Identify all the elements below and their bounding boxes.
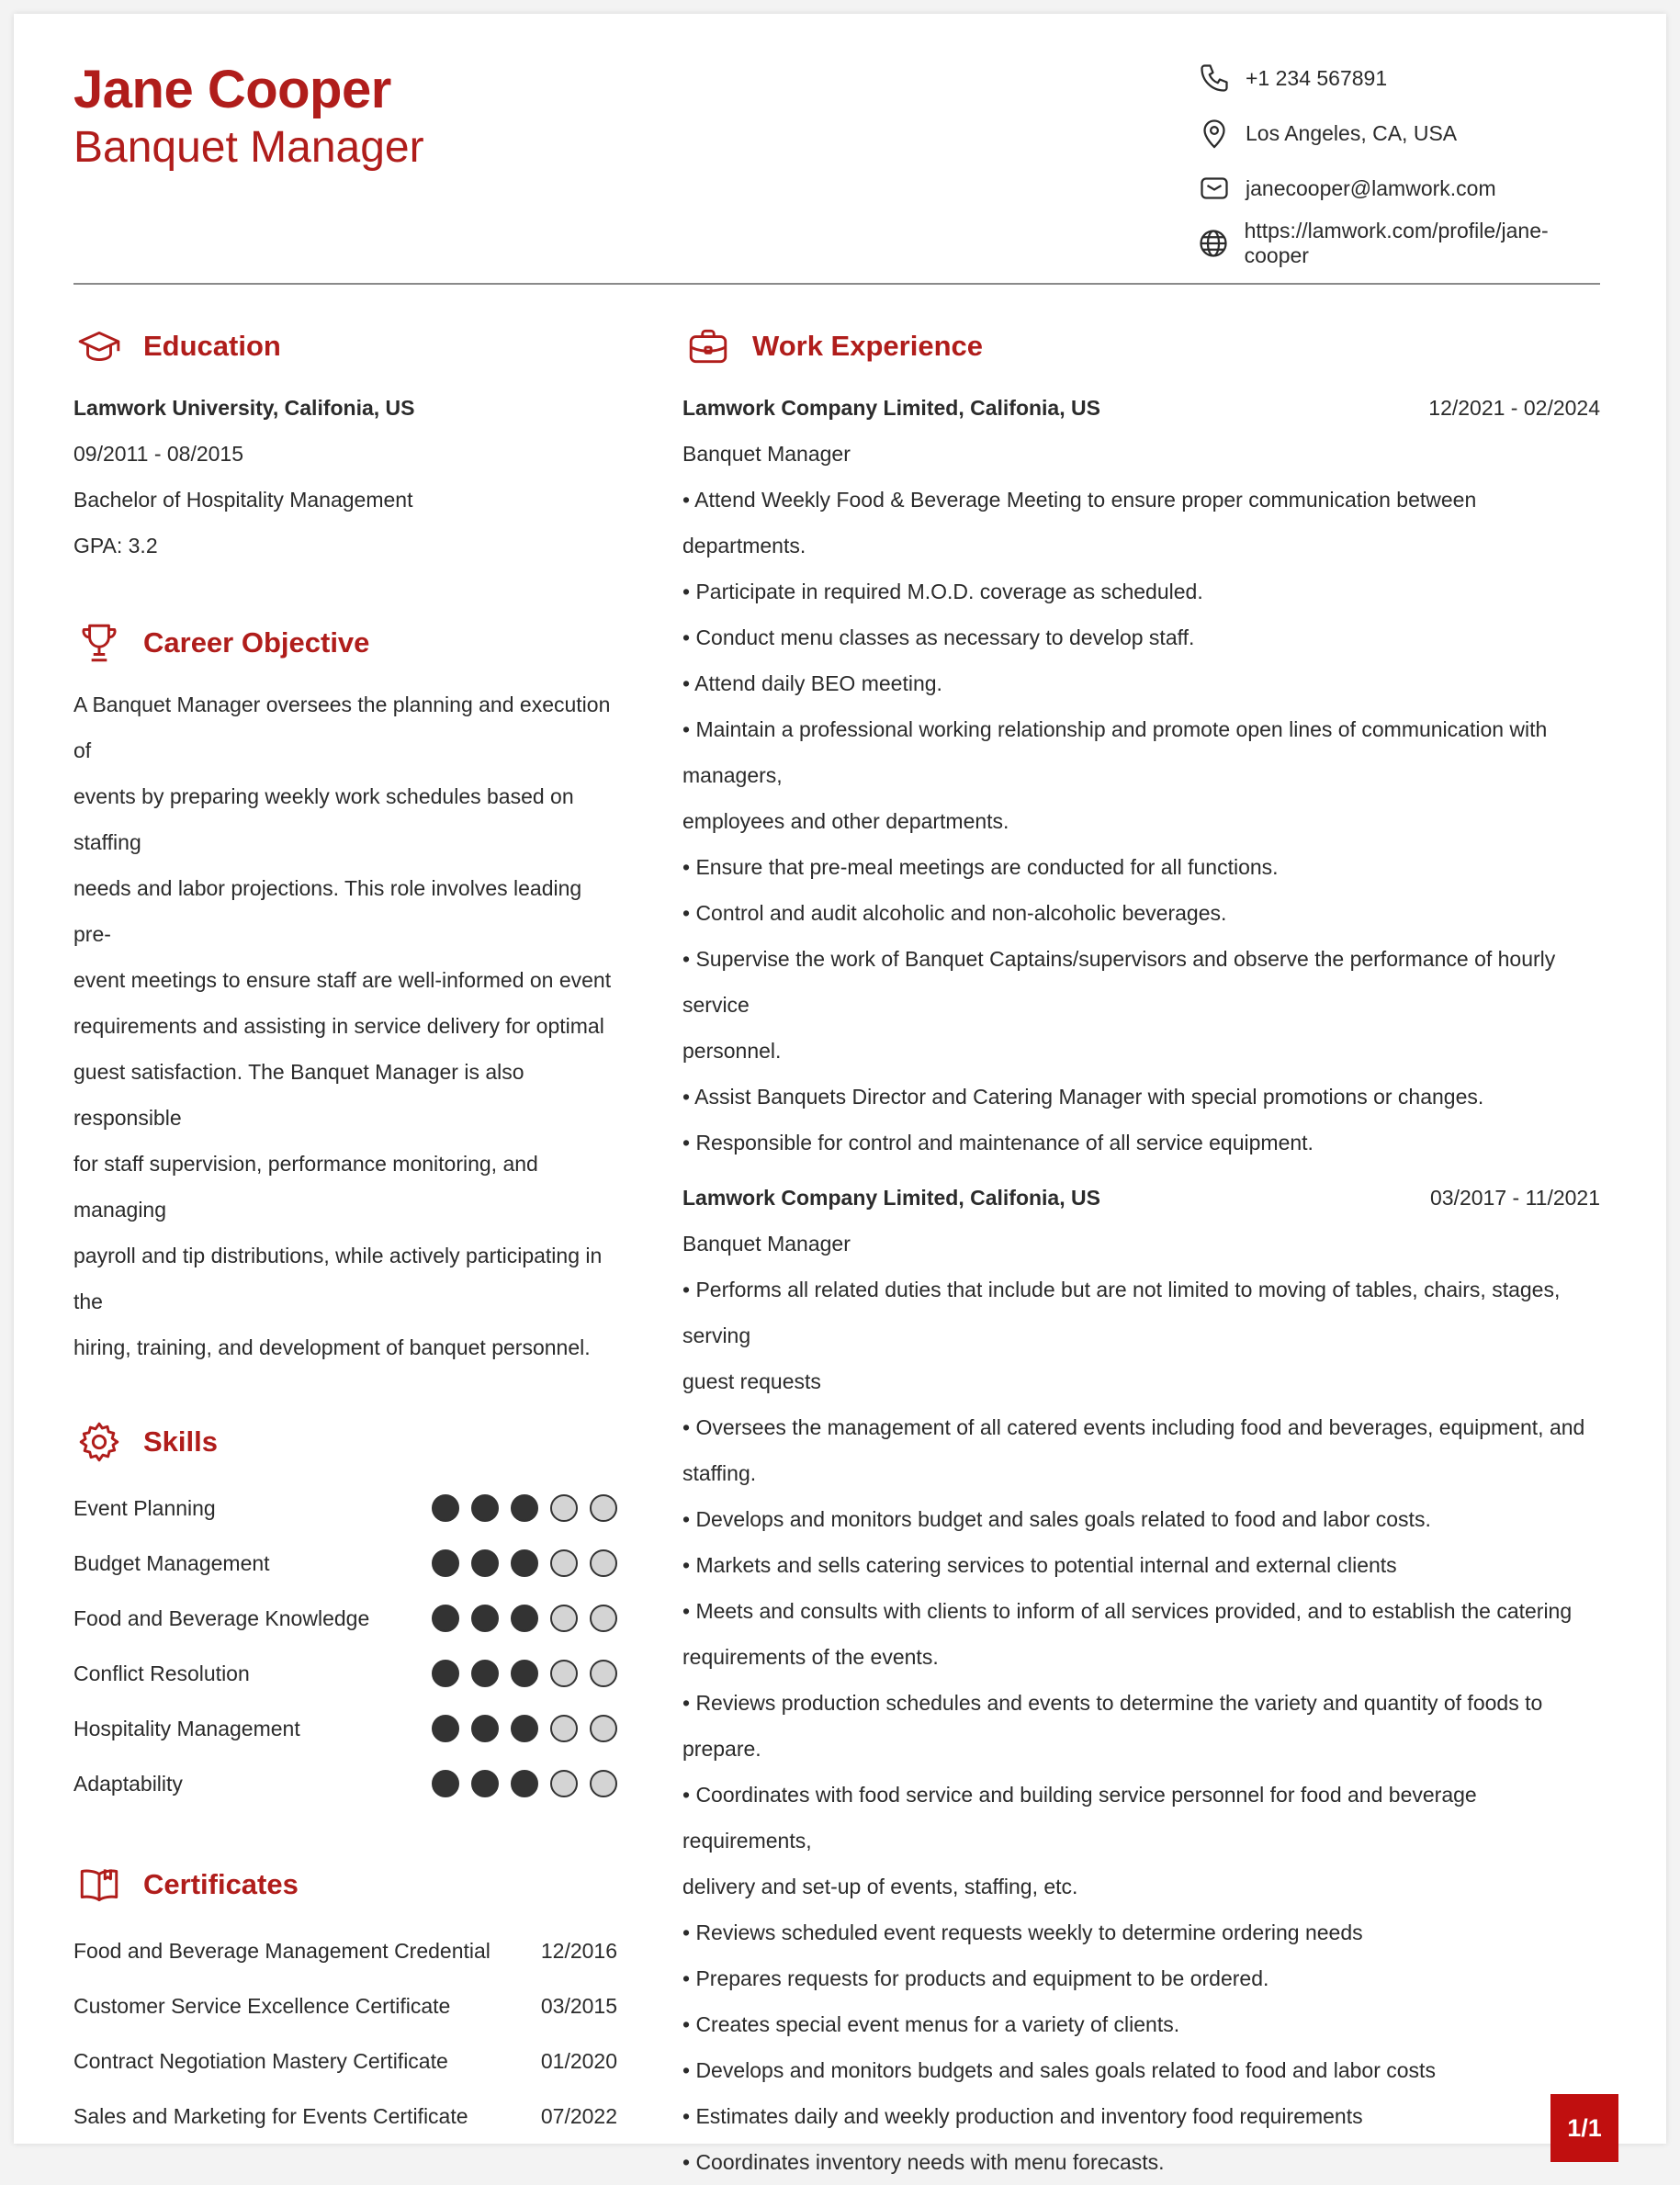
mail-icon bbox=[1196, 170, 1233, 207]
candidate-name: Jane Cooper bbox=[73, 60, 391, 119]
skill-rating bbox=[420, 1660, 617, 1687]
graduation-cap-icon bbox=[73, 321, 125, 372]
objective-heading bbox=[73, 615, 617, 670]
contact-list bbox=[1196, 51, 1600, 271]
job-company: Lamwork Company Limited, Califonia, US bbox=[682, 1186, 1100, 1210]
job-bullets bbox=[682, 1267, 1600, 2185]
rating-dot-empty bbox=[550, 1494, 578, 1522]
rating-dot-filled bbox=[471, 1715, 499, 1742]
rating-dot-filled bbox=[432, 1770, 459, 1797]
job-bullet: • Estimates daily and weekly production and inventory food requirements bbox=[682, 2104, 1363, 2128]
rating-dot-empty bbox=[550, 1715, 578, 1742]
certificates-title: Certificates bbox=[143, 1868, 299, 1900]
objective-title: Career Objective bbox=[143, 626, 370, 659]
candidate-title: Banquet Manager bbox=[73, 123, 424, 172]
skill-name: Adaptability bbox=[73, 1771, 183, 1796]
job-position: Banquet Manager bbox=[682, 442, 851, 466]
header-divider bbox=[73, 283, 1600, 285]
rating-dot-filled bbox=[471, 1549, 499, 1577]
education-degree: Bachelor of Hospitality Management bbox=[73, 488, 413, 512]
job-entry bbox=[682, 1175, 1600, 2185]
rating-dot-filled bbox=[511, 1494, 538, 1522]
contact-website-text[interactable]: https://lamwork.com/profile/jane-cooper bbox=[1244, 219, 1549, 267]
objective-line: events by preparing weekly work schedules based on staffing bbox=[73, 784, 574, 854]
objective-text bbox=[73, 681, 617, 1370]
skill-row bbox=[73, 1756, 617, 1811]
phone-icon bbox=[1196, 60, 1233, 96]
certificate-name: Customer Service Excellence Certificate bbox=[73, 1993, 451, 2018]
skills-title: Skills bbox=[143, 1425, 218, 1458]
rating-dot-empty bbox=[590, 1770, 617, 1797]
job-header bbox=[682, 385, 1600, 431]
rating-dot-empty bbox=[550, 1549, 578, 1577]
job-bullet: • Coordinates inventory needs with menu forecasts. bbox=[682, 2150, 1165, 2174]
rating-dot-filled bbox=[471, 1605, 499, 1632]
job-bullet: personnel. bbox=[682, 1039, 782, 1063]
skill-row bbox=[73, 1536, 617, 1591]
objective-line: A Banquet Manager oversees the planning and execution of bbox=[73, 693, 611, 762]
education-heading bbox=[73, 319, 617, 374]
rating-dot-filled bbox=[511, 1660, 538, 1687]
skills-heading bbox=[73, 1414, 617, 1470]
skill-rating bbox=[420, 1770, 617, 1797]
job-company: Lamwork Company Limited, Califonia, US bbox=[682, 396, 1100, 420]
job-bullet: • Develops and monitors budgets and sales goals related to food and labor costs bbox=[682, 2058, 1436, 2082]
resume-content bbox=[73, 51, 1600, 2174]
certificate-date: 07/2022 bbox=[540, 2103, 617, 2128]
certificates-list bbox=[73, 1923, 617, 2144]
skill-rating bbox=[420, 1715, 617, 1742]
rating-dot-filled bbox=[471, 1660, 499, 1687]
certificate-name: Food and Beverage Management Credential bbox=[73, 1938, 490, 1963]
rating-dot-empty bbox=[590, 1660, 617, 1687]
right-column bbox=[682, 319, 1600, 2185]
rating-dot-empty bbox=[590, 1549, 617, 1577]
rating-dot-empty bbox=[550, 1660, 578, 1687]
rating-dot-filled bbox=[432, 1549, 459, 1577]
skill-row bbox=[73, 1591, 617, 1646]
rating-dot-filled bbox=[432, 1715, 459, 1742]
certificate-date: 01/2020 bbox=[540, 2048, 617, 2073]
job-bullet: • Reviews scheduled event requests weekly to determine ordering needs bbox=[682, 1920, 1363, 1944]
rating-dot-filled bbox=[511, 1549, 538, 1577]
location-pin-icon bbox=[1196, 115, 1233, 152]
job-bullet: • Oversees the management of all catered events including food and beverages, equipment, and staffing. bbox=[682, 1415, 1585, 1485]
briefcase-icon bbox=[682, 321, 734, 372]
job-header bbox=[682, 1175, 1600, 1221]
page-indicator[interactable]: 1/1 bbox=[1550, 2094, 1618, 2162]
globe-icon bbox=[1196, 225, 1232, 262]
job-position: Banquet Manager bbox=[682, 1232, 851, 1256]
skill-row bbox=[73, 1646, 617, 1701]
job-bullet: • Conduct menu classes as necessary to develop staff. bbox=[682, 625, 1195, 649]
rating-dot-filled bbox=[432, 1660, 459, 1687]
trophy-icon bbox=[73, 617, 125, 669]
resume-page bbox=[14, 14, 1666, 2174]
skill-rating bbox=[420, 1605, 617, 1632]
rating-dot-empty bbox=[590, 1605, 617, 1632]
job-bullet: • Assist Banquets Director and Catering Manager with special promotions or changes. bbox=[682, 1085, 1484, 1109]
education-gpa: GPA: 3.2 bbox=[73, 534, 158, 558]
contact-phone bbox=[1196, 51, 1600, 106]
job-bullets bbox=[682, 477, 1600, 1166]
job-bullet: • Meets and consults with clients to inform of all services provided, and to establish the catering bbox=[682, 1599, 1573, 1623]
rating-dot-empty bbox=[590, 1494, 617, 1522]
rating-dot-empty bbox=[550, 1605, 578, 1632]
education-title: Education bbox=[143, 330, 281, 362]
certificate-name: Sales and Marketing for Events Certificate bbox=[73, 2103, 468, 2128]
certificate-item bbox=[73, 2033, 617, 2089]
skill-name: Conflict Resolution bbox=[73, 1661, 250, 1685]
left-column bbox=[73, 319, 617, 2144]
job-bullet: • Prepares requests for products and equipment to be ordered. bbox=[682, 1966, 1269, 1990]
contact-website bbox=[1196, 216, 1600, 271]
job-bullet: • Markets and sells catering services to potential internal and external clients bbox=[682, 1553, 1397, 1577]
objective-line: payroll and tip distributions, while actively participating in the bbox=[73, 1244, 603, 1313]
work-heading bbox=[682, 319, 1600, 374]
rating-dot-filled bbox=[471, 1770, 499, 1797]
objective-line: for staff supervision, performance monitoring, and managing bbox=[73, 1152, 538, 1222]
certificates-heading bbox=[73, 1857, 617, 1912]
skill-name: Food and Beverage Knowledge bbox=[73, 1605, 370, 1630]
contact-email bbox=[1196, 161, 1600, 216]
job-bullet: • Participate in required M.O.D. coverage as scheduled. bbox=[682, 580, 1203, 603]
contact-phone-text[interactable]: +1 234 567891 bbox=[1246, 65, 1388, 90]
job-bullet: • Creates special event menus for a variety of clients. bbox=[682, 2012, 1180, 2036]
skill-name: Event Planning bbox=[73, 1495, 216, 1520]
job-entry bbox=[682, 385, 1600, 1166]
job-bullet: • Responsible for control and maintenance of all service equipment. bbox=[682, 1131, 1314, 1154]
job-bullet: • Attend daily BEO meeting. bbox=[682, 671, 942, 695]
skill-row bbox=[73, 1481, 617, 1536]
job-bullet: • Coordinates with food service and building service personnel for food and beverage requirements, bbox=[682, 1783, 1477, 1853]
skill-rating bbox=[420, 1494, 617, 1522]
objective-line: guest satisfaction. The Banquet Manager is also responsible bbox=[73, 1060, 524, 1130]
rating-dot-filled bbox=[511, 1605, 538, 1632]
job-dates: 03/2017 - 11/2021 bbox=[1429, 1186, 1600, 1210]
skills-list bbox=[73, 1481, 617, 1811]
job-bullet: guest requests bbox=[682, 1369, 821, 1393]
job-bullet: employees and other departments. bbox=[682, 809, 1009, 833]
job-bullet: • Control and audit alcoholic and non-alcoholic beverages. bbox=[682, 901, 1227, 925]
rating-dot-empty bbox=[590, 1715, 617, 1742]
skill-row bbox=[73, 1701, 617, 1756]
contact-location-text: Los Angeles, CA, USA bbox=[1246, 120, 1458, 145]
objective-line: hiring, training, and development of banquet personnel. bbox=[73, 1335, 591, 1359]
skill-rating bbox=[420, 1549, 617, 1577]
skill-name: Hospitality Management bbox=[73, 1716, 300, 1740]
gear-icon bbox=[73, 1416, 125, 1468]
job-bullet: • Performs all related duties that include but are not limited to moving of tables, chairs, stages, serving bbox=[682, 1278, 1561, 1347]
resume-header bbox=[73, 51, 1600, 275]
certificate-name: Contract Negotiation Mastery Certificate bbox=[73, 2048, 448, 2073]
rating-dot-filled bbox=[511, 1715, 538, 1742]
job-bullet: • Develops and monitors budget and sales goals related to food and labor costs. bbox=[682, 1507, 1431, 1531]
certificate-date: 12/2016 bbox=[540, 1938, 617, 1963]
objective-line: event meetings to ensure staff are well-informed on event bbox=[73, 968, 612, 992]
rating-dot-empty bbox=[550, 1770, 578, 1797]
job-bullet: requirements of the events. bbox=[682, 1645, 939, 1669]
skill-name: Budget Management bbox=[73, 1550, 270, 1575]
objective-line: requirements and assisting in service delivery for optimal bbox=[73, 1014, 604, 1038]
contact-location bbox=[1196, 106, 1600, 161]
certificate-item bbox=[73, 2089, 617, 2144]
rating-dot-filled bbox=[511, 1770, 538, 1797]
job-bullet: delivery and set-up of events, staffing, etc. bbox=[682, 1875, 1078, 1898]
open-book-icon bbox=[73, 1859, 125, 1910]
certificate-item bbox=[73, 1923, 617, 1978]
education-school: Lamwork University, Califonia, US bbox=[73, 396, 415, 420]
education-dates: 09/2011 - 08/2015 bbox=[73, 442, 244, 466]
job-bullet: • Maintain a professional working relationship and promote open lines of communication with managers, bbox=[682, 717, 1548, 787]
job-dates: 12/2021 - 02/2024 bbox=[1428, 396, 1600, 420]
rating-dot-filled bbox=[432, 1605, 459, 1632]
job-bullet: • Reviews production schedules and events to determine the variety and quantity of foods to prepare. bbox=[682, 1691, 1543, 1761]
job-bullet: • Supervise the work of Banquet Captains/supervisors and observe the performance of hourly service bbox=[682, 947, 1556, 1017]
certificate-date: 03/2015 bbox=[540, 1993, 617, 2018]
job-bullet: • Attend Weekly Food & Beverage Meeting to ensure proper communication between departments. bbox=[682, 488, 1477, 558]
contact-email-text[interactable]: janecooper@lamwork.com bbox=[1246, 175, 1496, 200]
rating-dot-filled bbox=[471, 1494, 499, 1522]
certificate-item bbox=[73, 1978, 617, 2033]
rating-dot-filled bbox=[432, 1494, 459, 1522]
objective-line: needs and labor projections. This role involves leading pre- bbox=[73, 876, 582, 946]
work-title: Work Experience bbox=[752, 330, 983, 362]
job-bullet: • Ensure that pre-meal meetings are conducted for all functions. bbox=[682, 855, 1279, 879]
